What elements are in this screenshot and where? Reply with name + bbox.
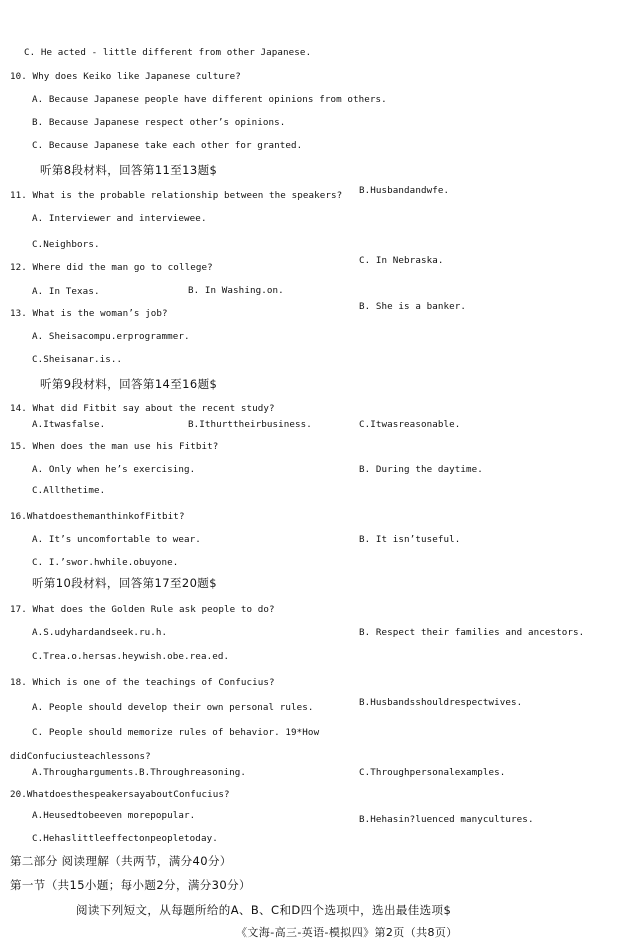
q15-option-a: A. Only when he’s exercising. [32, 464, 196, 475]
q13-option-c: C.Sheisanar.is.. [32, 354, 123, 365]
q11-stem: 11. What is the probable relationship between the speakers? [10, 190, 343, 201]
q11-option-a: A. Interviewer and interviewee. [32, 213, 207, 224]
section-one-heading: 第一节（共15小题；每小题2分，满分30分） [10, 878, 251, 892]
q9-option-c: C. He acted - little different from other Japanese. [24, 47, 312, 58]
q16-option-b: B. It isn’tuseful. [359, 534, 461, 545]
q16-option-c: C. I.’swor.hwhile.obuyone. [32, 557, 179, 568]
q14-option-c: C.Itwasreasonable. [359, 419, 461, 430]
q19-stem: didConfuciusteachlessons? [10, 751, 151, 762]
part-two-heading: 第二部分 阅读理解（共两节，满分40分） [10, 854, 232, 868]
q14-stem: 14. What did Fitbit say about the recent study? [10, 403, 275, 414]
q10-option-c: C. Because Japanese take each other for granted. [32, 140, 303, 151]
q11-option-c: C.Neighbors. [32, 239, 100, 250]
q18-option-a: A. People should develop their own personal rules. [32, 702, 314, 713]
q20-option-c: C.Hehaslittleeffectonpeopletoday. [32, 833, 218, 844]
q16-option-a: A. It’s uncomfortable to wear. [32, 534, 201, 545]
q13-option-a: A. Sheisacompu.erprogrammer. [32, 331, 190, 342]
q15-option-b: B. During the daytime. [359, 464, 483, 475]
q18-option-b: B.Husbandsshouldrespectwives. [359, 697, 523, 708]
q17-stem: 17. What does the Golden Rule ask people to do? [10, 604, 275, 615]
q18-option-c: C. People should memorize rules of behavior. 19*How [32, 727, 320, 738]
q20-option-b: B.Hehasin?luenced manycultures. [359, 814, 534, 825]
q14-option-b: B.Ithurttheirbusiness. [188, 419, 312, 430]
page-footer: 《文海-高三-英语-模拟四》第2页（共8页） [236, 926, 458, 939]
q13-option-b: B. She is a banker. [359, 301, 466, 312]
q20-stem: 20.WhatdoesthespeakersayaboutConfucius? [10, 789, 230, 800]
q17-option-b: B. Respect their families and ancestors. [359, 627, 585, 638]
q19-option-c: C.Throughpersonalexamples. [359, 767, 506, 778]
q11-option-b: B.Husbandandwfe. [359, 185, 450, 196]
q12-option-b: B. In Washing.on. [188, 285, 284, 296]
q16-stem: 16.WhatdoesthemanthinkofFitbit? [10, 511, 185, 522]
q12-option-c: C. In Nebraska. [359, 255, 444, 266]
q18-stem: 18. Which is one of the teachings of Confucius? [10, 677, 275, 688]
section-10-instruction: 听第10段材料，回答第17至20题$ [32, 576, 217, 590]
q10-option-a: A. Because Japanese people have different opinions from others. [32, 94, 387, 105]
q15-option-c: C.Allthetime. [32, 485, 106, 496]
q17-option-a: A.S.udyhardandseek.ru.h. [32, 627, 168, 638]
reading-instruction: 阅读下列短文，从每题所给的A、B、C和D四个选项中，选出最佳选项$ [76, 903, 452, 917]
q14-option-a: A.Itwasfalse. [32, 419, 106, 430]
q20-option-a: A.Heusedtobeeven morepopular. [32, 810, 196, 821]
q19-options-ab: A.Througharguments.B.Throughreasoning. [32, 767, 246, 778]
q12-stem: 12. Where did the man go to college? [10, 262, 213, 273]
section-8-instruction: 听第8段材料，回答第11至13题$ [40, 163, 218, 177]
q10-option-b: B. Because Japanese respect other’s opinions. [32, 117, 286, 128]
q15-stem: 15. When does the man use his Fitbit? [10, 441, 219, 452]
section-9-instruction: 听第9段材料，回答第14至16题$ [40, 377, 218, 391]
q12-option-a: A. In Texas. [32, 286, 100, 297]
q17-option-c: C.Trea.o.hersas.heywish.obe.rea.ed. [32, 651, 230, 662]
q13-stem: 13. What is the woman’s job? [10, 308, 168, 319]
q10-stem: 10. Why does Keiko like Japanese culture? [10, 71, 241, 82]
